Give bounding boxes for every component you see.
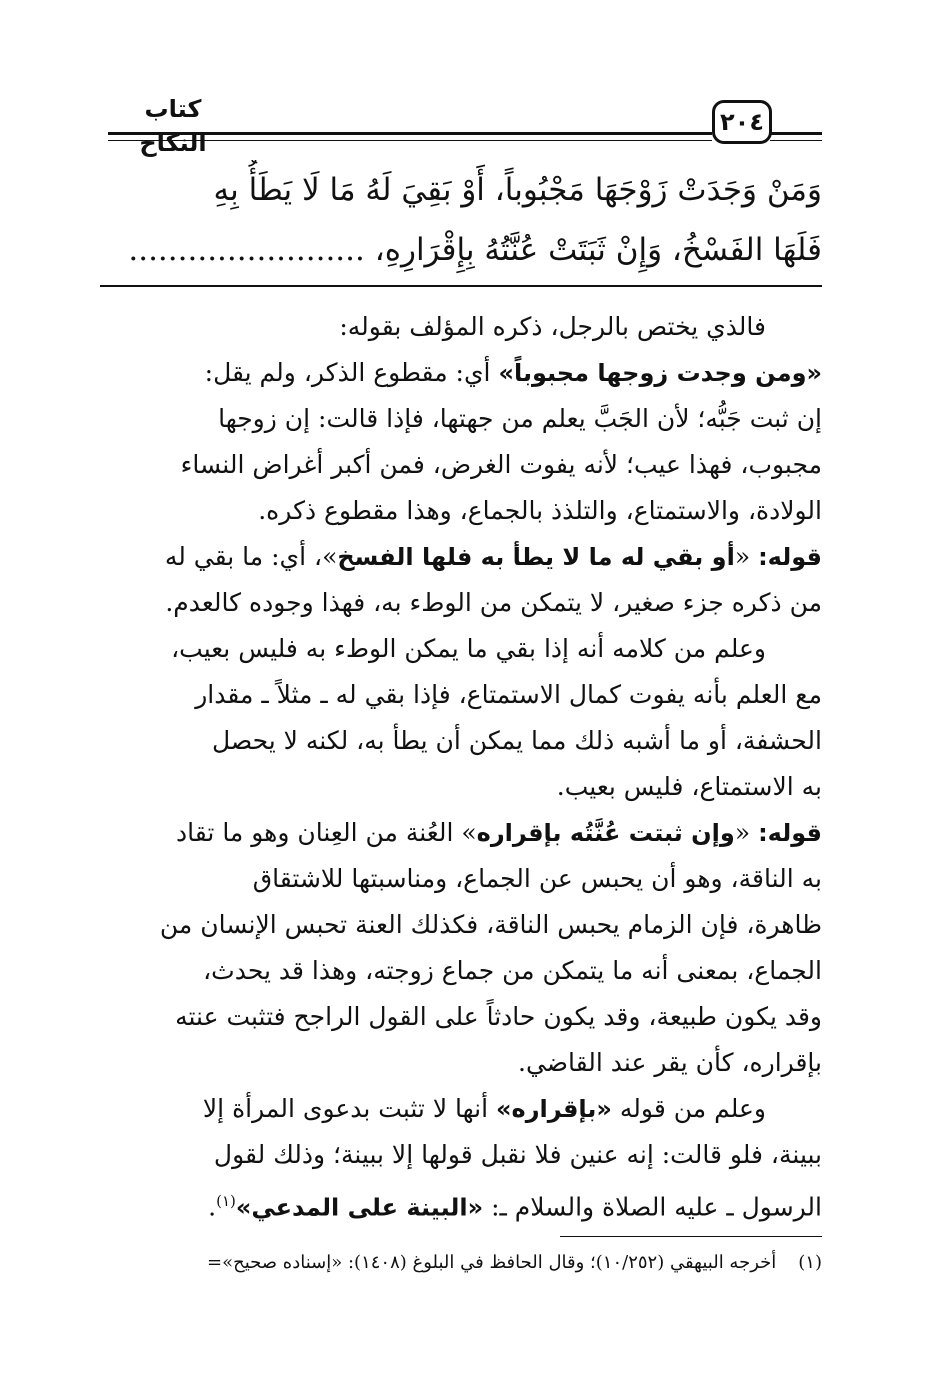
- body-line-text: »، أي: ما بقي له: [164, 542, 338, 571]
- commentary-text: [100, 304, 822, 1224]
- qawluhu-label: قوله:: [758, 819, 822, 847]
- body-line-text: الرسول ـ عليه الصلاة والسلام ـ:: [483, 1192, 822, 1222]
- body-line: فالذي يختص بالرجل، ذكره المؤلف بقوله:: [339, 312, 766, 341]
- body-line: [100, 350, 822, 396]
- body-line: من ذكره جزء صغير، لا يتمكن من الوطء به، فهذا وجوده كالعدم.: [165, 588, 822, 617]
- body-line-text: » العُنة من العِنان وهو ما تقاد: [176, 818, 477, 847]
- quoted-phrase: وإن ثبتت عُنَّتُه بإقراره: [476, 819, 735, 847]
- body-line-text: .: [208, 1192, 217, 1222]
- footnote-text: أخرجه البيهقي (١٠/٢٥٢)؛ وقال الحافظ في البلوغ (١٤٠٨): «إسناده صحيح»=: [207, 1252, 777, 1273]
- body-line: [100, 1178, 822, 1224]
- body-line: الجماع، بمعنى أنه ما يتمكن من جماع زوجته، وهذا قد يحدث،: [203, 956, 822, 985]
- body-line: [100, 534, 822, 580]
- page-header: [108, 92, 822, 157]
- body-line: [100, 810, 822, 856]
- body-line-text: «: [734, 542, 759, 571]
- body-line-text: وعلم من قوله: [611, 1094, 766, 1123]
- qawluhu-label: قوله:: [758, 543, 822, 571]
- footnote-number: (١): [798, 1252, 822, 1273]
- body-line-text: «: [734, 818, 759, 847]
- body-line-text: أي: مقطوع الذكر، ولم يقل:: [204, 358, 499, 387]
- body-line: به الاستمتاع، فليس بعيب.: [556, 772, 822, 801]
- body-line: إن ثبت جَبُّه؛ لأن الجَبَّ يعلم من جهتها، فإذا قالت: إن زوجها: [218, 404, 822, 433]
- quoted-phrase: أو بقي له ما لا يطأ به فلها الفسخ: [337, 543, 735, 571]
- body-line: وقد يكون طبيعة، وقد يكون حادثاً على القول الراجح فتثبت عنته: [175, 1002, 822, 1031]
- quoted-phrase: «ومن وجدت زوجها مجبوباً»: [498, 359, 822, 387]
- footnote: [100, 1248, 822, 1278]
- body-line: ببينة، فلو قالت: إنه عنين فلا نقبل قولها إلا ببينة؛ وذلك لقول: [213, 1140, 822, 1169]
- body-line: به الناقة، وهو أن يحبس عن الجماع، ومناسبتها للاشتقاق: [252, 864, 822, 893]
- body-line: ظاهرة، فإن الزمام يحبس الناقة، فكذلك العنة تحبس الإنسان من: [159, 910, 822, 939]
- body-line: مع العلم بأنه يفوت كمال الاستمتاع، فإذا بقي له ـ مثلاً ـ مقدار: [195, 680, 822, 709]
- footnote-divider: [560, 1236, 822, 1237]
- matn-line: فَلَهَا الفَسْخُ، وَإِنْ ثَبَتَتْ عُنَّتُهُ بِإِقْرَارِهِ، ........................: [128, 232, 822, 268]
- footnote-marker[interactable]: (١): [216, 1192, 236, 1210]
- body-line: [100, 1086, 822, 1132]
- body-line-text: أنها لا تثبت بدعوى المرأة إلا: [202, 1094, 497, 1123]
- header-rule-right: [770, 132, 822, 135]
- quoted-phrase: «بإقراره»: [496, 1095, 612, 1123]
- body-line: بإقراره، كأن يقر عند القاضي.: [518, 1048, 822, 1077]
- body-line: الولادة، والاستمتاع، والتلذذ بالجماع، وهذا مقطوع ذكره.: [258, 496, 822, 525]
- matn-line: وَمَنْ وَجَدَتْ زَوْجَهَا مَجْبُوباً، أَوْ بَقِيَ لَهُ مَا لَا يَطَأُ بِهِ: [213, 172, 822, 208]
- body-line: مجبوب، فهذا عيب؛ لأنه يفوت الغرض، فمن أكبر أغراض النساء: [180, 450, 822, 479]
- quoted-phrase: «البينة على المدعي»: [235, 1193, 484, 1222]
- page-number: ٢٠٤: [712, 100, 772, 144]
- matn-text: [100, 160, 822, 280]
- body-line: وعلم من كلامه أنه إذا بقي ما يمكن الوطء به فليس بعيب،: [171, 634, 766, 663]
- matn-divider: [100, 285, 822, 287]
- book-title: كتاب النكاح: [108, 92, 238, 128]
- body-line: الحشفة، أو ما أشبه ذلك مما يمكن أن يطأ به، لكنه لا يحصل: [211, 726, 822, 755]
